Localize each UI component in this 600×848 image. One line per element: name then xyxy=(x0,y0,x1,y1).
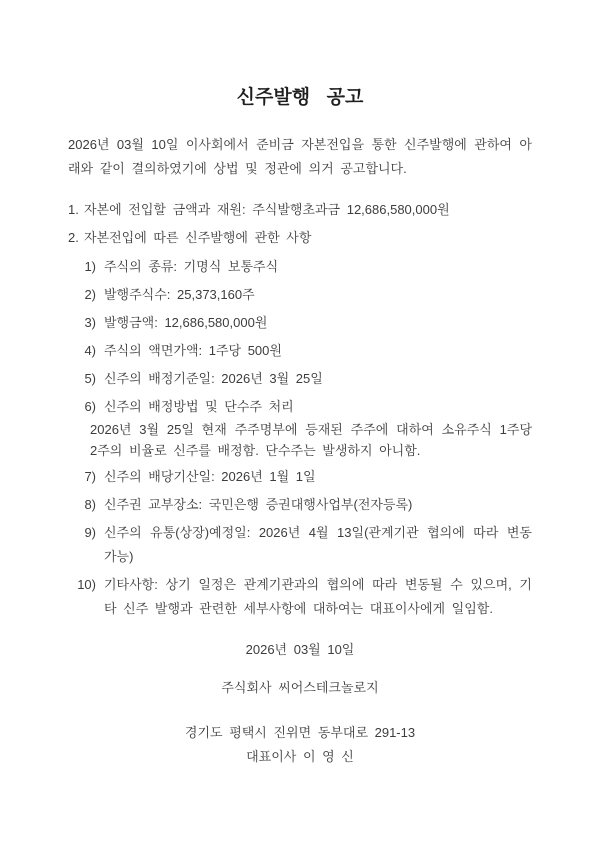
list-item-number: 2. xyxy=(68,230,79,245)
sub-item-text: 발행금액: 12,686,580,000원 xyxy=(104,315,268,330)
sub-item-text: 발행주식수: 25,373,160주 xyxy=(104,287,255,302)
sub-item-text: 기타사항: 상기 일정은 관계기관과의 협의에 따라 변동될 수 있으며, 기타 신주 발행과 관련한 세부사항에 대하여는 대표이사에게 일임함. xyxy=(104,577,532,616)
sub-item-number: 8) xyxy=(84,497,96,512)
sub-item-listing-date xyxy=(68,521,532,569)
sub-item-number: 9) xyxy=(84,525,96,540)
sub-item-number: 1) xyxy=(84,259,96,274)
list-item-text: 자본에 전입할 금액과 재원: 주식발행초과금 12,686,580,000원 xyxy=(84,202,450,217)
announcement-date: 2026년 03월 10일 xyxy=(245,642,355,657)
sub-item-share-count xyxy=(68,283,532,307)
company-address: 경기도 평택시 진위면 동부대로 291-13 xyxy=(184,725,416,740)
sub-item-number: 2) xyxy=(84,287,96,302)
sub-item-other-matters xyxy=(68,573,532,621)
ceo-name: 대표이사 이 영 신 xyxy=(246,749,354,764)
allocation-note: 2026년 3월 25일 현재 주주명부에 등재된 주주에 대하여 소유주식 1주당 2주의 비율로 신주를 배정함. 단수주는 발생하지 아니함. xyxy=(90,422,532,458)
sub-item-text: 신주의 배당기산일: 2026년 1월 1일 xyxy=(104,469,316,484)
sub-item-number: 10) xyxy=(77,577,96,592)
sub-item-par-value xyxy=(68,339,532,363)
sub-item-text: 주식의 액면가액: 1주당 500원 xyxy=(104,343,282,358)
sub-item-number: 7) xyxy=(84,469,96,484)
sub-item-text: 주식의 종류: 기명식 보통주식 xyxy=(104,259,279,274)
sub-item-record-date xyxy=(68,367,532,391)
document-title: 신주발행 공고 xyxy=(236,87,364,108)
company-name: 주식회사 씨어스테크놀로지 xyxy=(221,680,379,695)
sub-item-text: 신주의 배정방법 및 단수주 처리 xyxy=(104,399,294,414)
sub-item-text: 신주의 배정기준일: 2026년 3월 25일 xyxy=(104,371,323,386)
sub-item-dividend-date xyxy=(68,465,532,489)
sub-item-number: 6) xyxy=(84,399,96,414)
list-item-text: 자본전입에 따른 신주발행에 관한 사항 xyxy=(84,230,312,245)
intro-paragraph: 2026년 03월 10일 이사회에서 준비금 자본전입을 통한 신주발행에 관하여 아래와 같이 결의하였기에 상법 및 정관에 의거 공고합니다. xyxy=(68,137,532,176)
sub-item-number: 4) xyxy=(84,343,96,358)
sub-item-issue-amount xyxy=(68,311,532,335)
list-item-capital-source xyxy=(68,198,532,222)
sub-item-delivery-place xyxy=(68,493,532,517)
list-item-issuance-matters xyxy=(68,226,532,250)
sub-item-number: 5) xyxy=(84,371,96,386)
sub-item-text: 신주권 교부장소: 국민은행 증권대행사업부(전자등록) xyxy=(104,497,413,512)
sub-item-list xyxy=(68,255,532,621)
sub-item-text: 신주의 유통(상장)예정일: 2026년 4월 13일(관계기관 협의에 따라 변동 가능) xyxy=(104,525,532,564)
sub-item-number: 3) xyxy=(84,315,96,330)
list-item-number: 1. xyxy=(68,202,79,217)
sub-item-allocation-method xyxy=(68,395,532,419)
sub-item-share-type xyxy=(68,255,532,279)
